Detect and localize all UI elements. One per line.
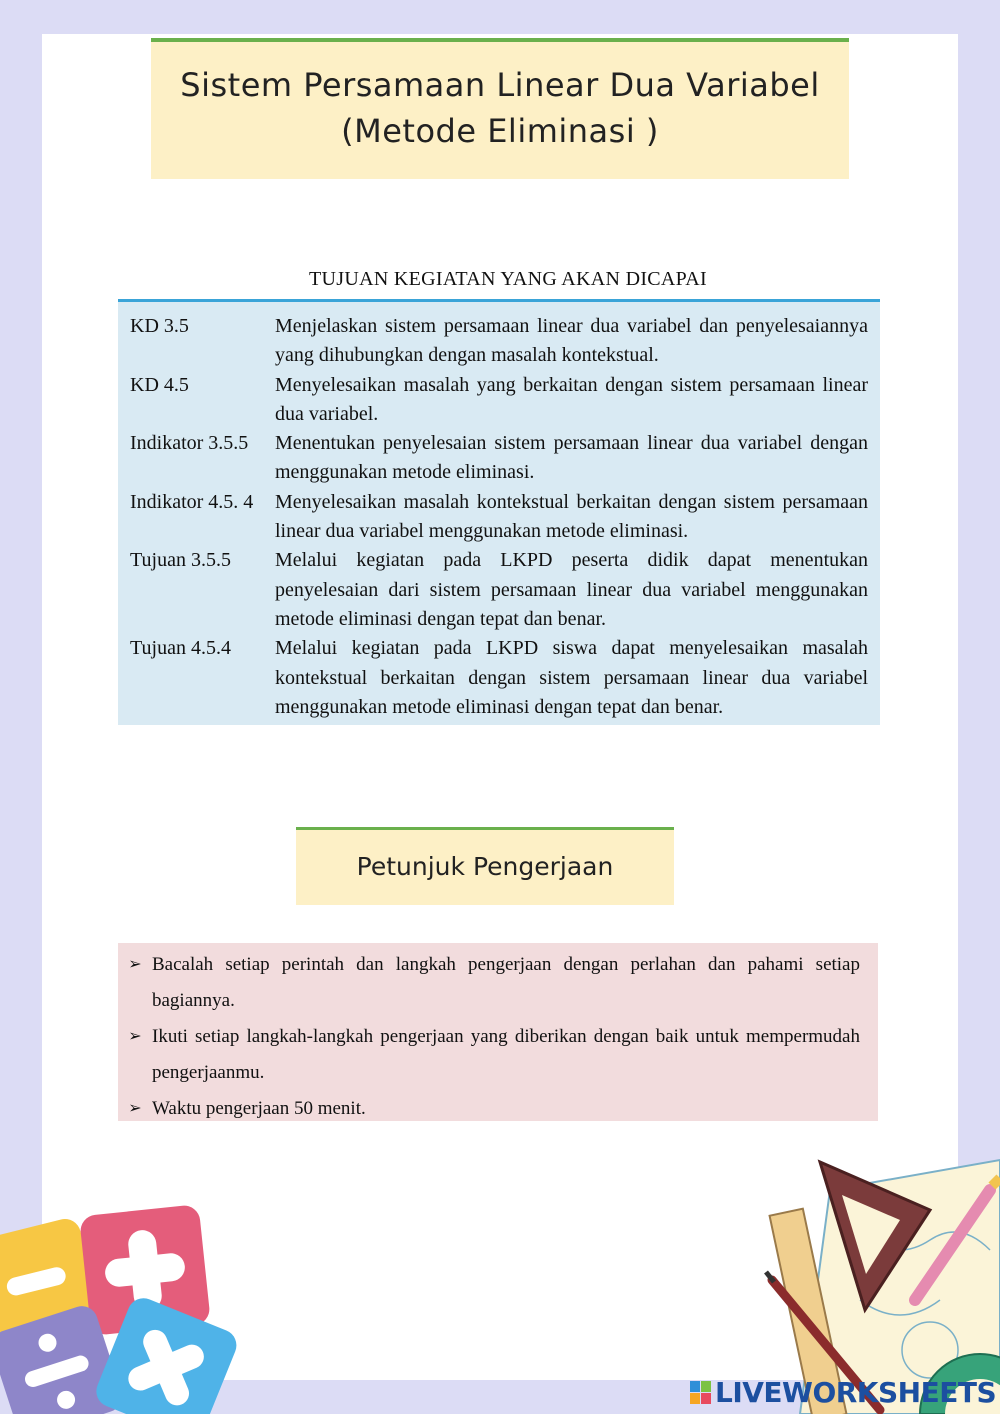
- page-title: [151, 62, 849, 154]
- objective-row: [130, 634, 868, 722]
- objective-row: [130, 429, 868, 488]
- instruction-text: Waktu pengerjaan 50 menit.: [152, 1098, 366, 1119]
- title-banner: [151, 38, 849, 179]
- title-line-1: Sistem Persamaan Linear Dua Variabel: [180, 66, 820, 104]
- objective-text: Menyelesaikan masalah kontekstual berkaitan dengan sistem persamaan linear dua variabel menggunakan metode eliminasi.: [275, 490, 868, 543]
- objective-text: Melalui kegiatan pada LKPD peserta didik dapat menentukan penyelesaian dari sistem persamaan linear dua variabel menggunakan metode eliminasi dengan tepat dan benar.: [275, 549, 868, 630]
- objective-key: Tujuan 4.5.4: [130, 637, 231, 660]
- objective-key: Indikator 3.5.5: [130, 432, 249, 455]
- objective-text: Menyelesaikan masalah yang berkaitan dengan sistem persamaan linear dua variabel.: [275, 373, 868, 425]
- list-item: [118, 1019, 860, 1091]
- objective-row: [130, 312, 868, 371]
- liveworksheets-logo: [690, 1376, 996, 1409]
- objective-text: Melalui kegiatan pada LKPD siswa dapat menyelesaikan masalah kontekstual berkaitan dengan sistem persamaan linear dua variabel menggunakan metode eliminasi dengan tepat dan benar.: [275, 637, 868, 718]
- objective-row: [130, 371, 868, 430]
- arrow-bullet-icon: ➢: [128, 1028, 142, 1045]
- instructions-banner: [296, 827, 674, 905]
- objective-key: KD 4.5: [130, 373, 189, 396]
- instructions-heading: Petunjuk Pengerjaan: [356, 852, 614, 881]
- objective-row: [130, 488, 868, 547]
- list-item: [118, 947, 860, 1019]
- objective-row: [130, 546, 868, 634]
- instructions-list: [118, 943, 878, 1121]
- objective-key: Tujuan 3.5.5: [130, 549, 231, 572]
- arrow-bullet-icon: ➢: [128, 1100, 142, 1117]
- objectives-heading: TUJUAN KEGIATAN YANG AKAN DICAPAI: [309, 268, 707, 290]
- geometry-tools-illustration: [760, 1150, 1000, 1414]
- instruction-text: Ikuti setiap langkah-langkah pengerjaan yang diberikan dengan baik untuk mempermudah pengerjaanmu.: [152, 1026, 860, 1083]
- math-symbols-illustration: [0, 1205, 260, 1414]
- objective-key: Indikator 4.5. 4: [130, 490, 254, 513]
- title-line-2: (Metode Eliminasi ): [341, 112, 659, 150]
- objective-text: Menjelaskan sistem persamaan linear dua variabel dan penyelesaiannya yang dihubungkan dengan masalah kontekstual.: [275, 315, 868, 367]
- arrow-bullet-icon: ➢: [128, 956, 142, 973]
- watermark-text: LIVEWORKSHEETS: [715, 1376, 997, 1409]
- instruction-text: Bacalah setiap perintah dan langkah pengerjaan dengan perlahan dan pahami setiap bagiannya.: [152, 954, 860, 1011]
- liveworksheets-badge-icon: [690, 1381, 712, 1405]
- objective-text: Menentukan penyelesaian sistem persamaan linear dua variabel dengan menggunakan metode eliminasi.: [275, 432, 868, 484]
- list-item: [118, 1091, 860, 1127]
- objectives-table: [118, 299, 880, 725]
- objective-key: KD 3.5: [130, 315, 189, 337]
